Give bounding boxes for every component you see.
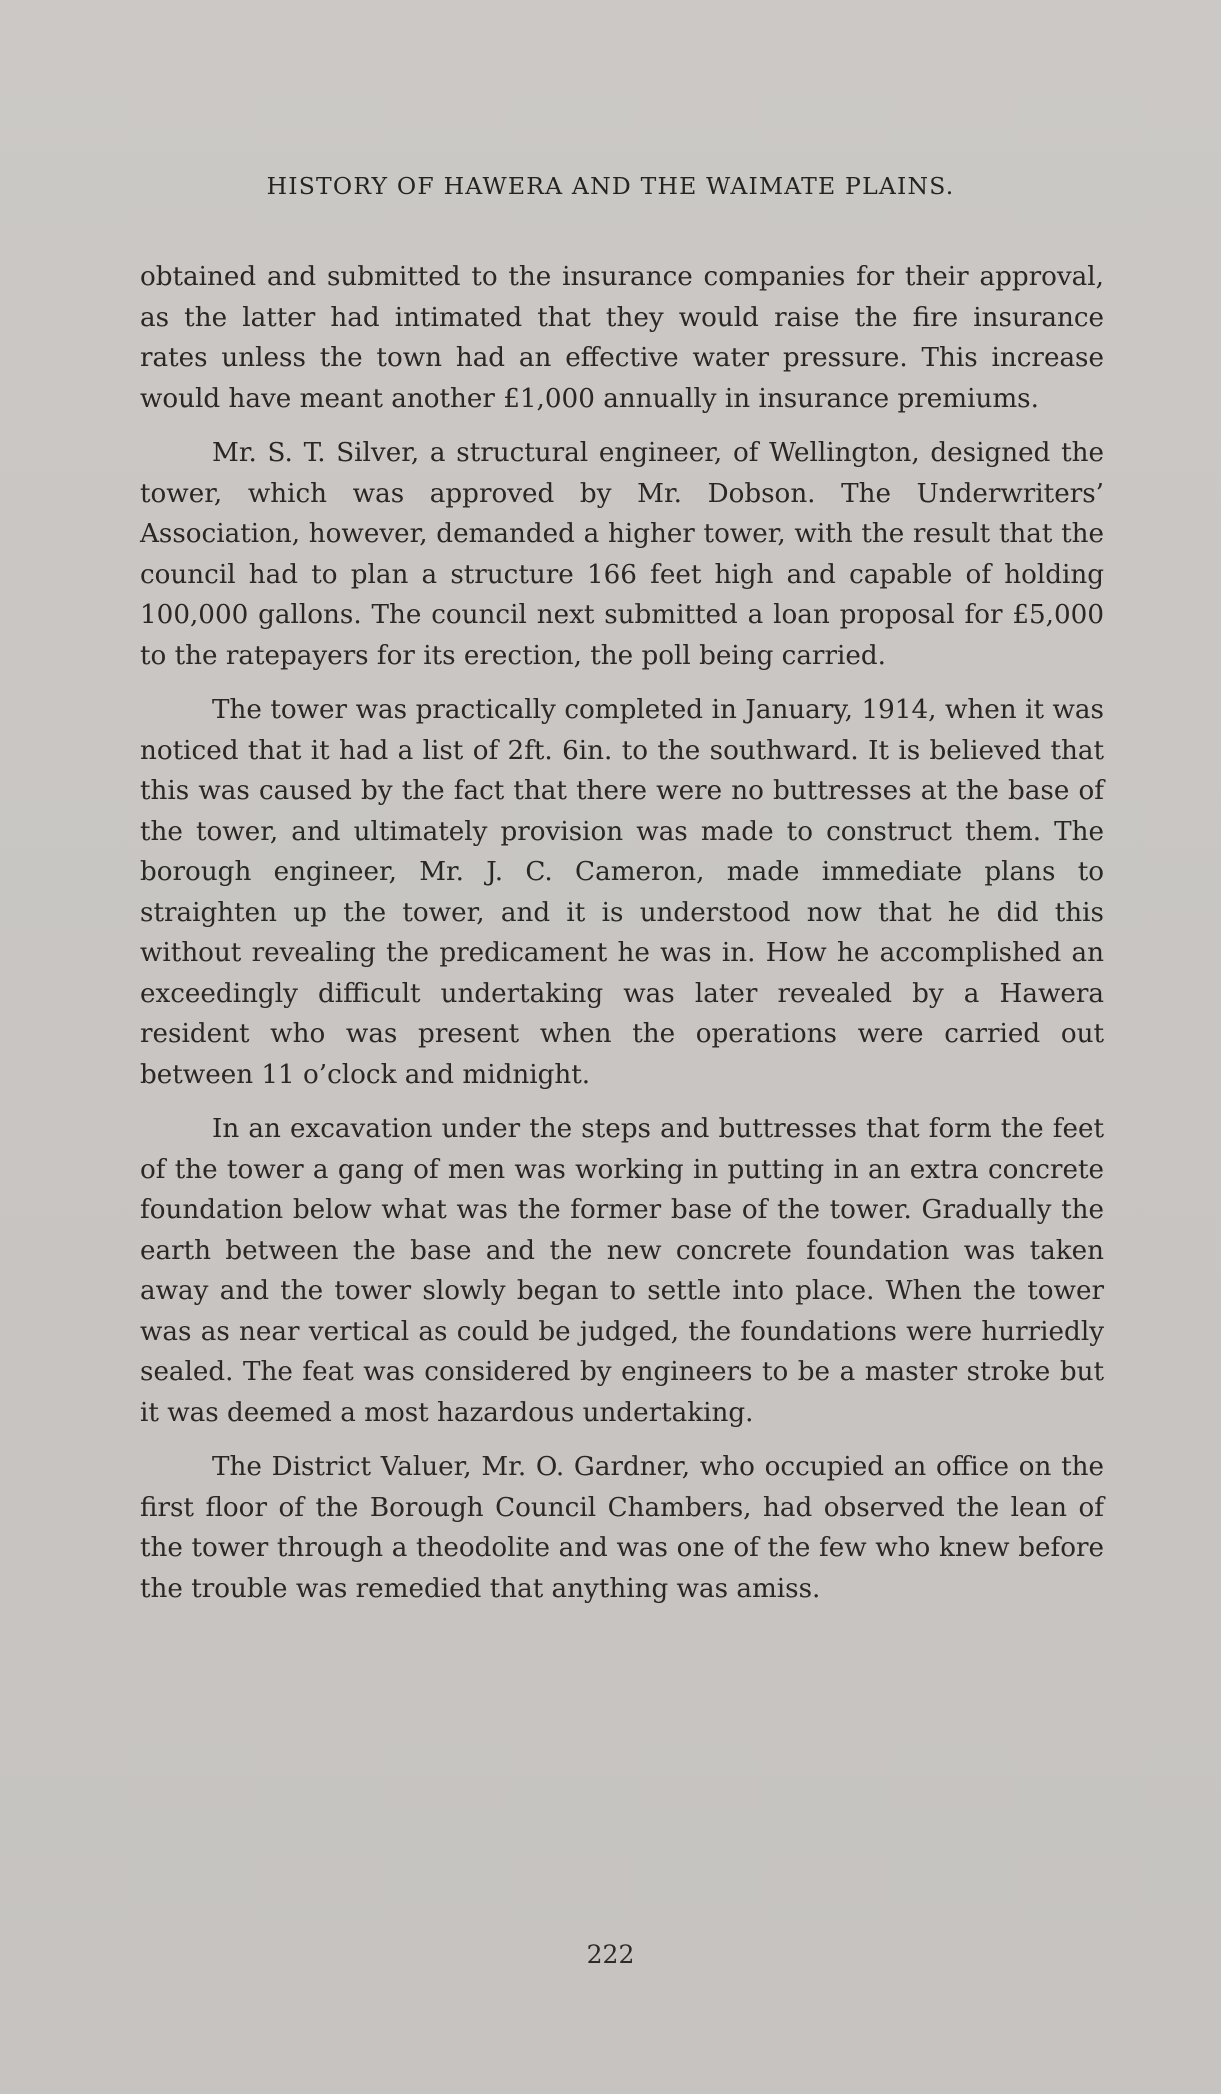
- paragraph: The District Valuer, Mr. O. Gardner, who occupied an office on the first floor of the Borough Council Chambers, had observed the lean of the tower through a theodolite and was one of the few who knew before the trouble was remedied that anything was amiss.: [140, 1452, 1104, 1604]
- paragraph: The tower was practically completed in January, 1914, when it was noticed that it had a list of 2ft. 6in. to the southward. It is believed that this was caused by the fact that there were no buttresses at the base of the tower, and ultimately provision was made to construct them. The borough engineer, Mr. J. C. Cameron, made immediate plans to straighten up the tower, and it is understood now that he did this without revealing the predicament he was in. How he accomplished an exceedingly difficult undertaking was later revealed by a Hawera resident who was present when the operations were carried out between 11 o’clock and midnight.: [140, 695, 1104, 1090]
- paragraph: In an excavation under the steps and buttresses that form the feet of the tower a gang of men was working in putting in an extra concrete foundation below what was the former base of the tower. Gradually the earth between the base and the new concrete foundation was taken away and the tower slowly began to settle into place. When the tower was as near vertical as could be judged, the foundations were hurriedly sealed. The feat was considered by engineers to be a master stroke but it was deemed a most hazardous undertaking.: [140, 1114, 1104, 1428]
- page-number: 222: [586, 1940, 635, 1969]
- paragraph: Mr. S. T. Silver, a structural engineer, of Wellington, designed the tower, which was approved by Mr. Dobson. The Underwriters’ Association, however, demanded a higher tower, with the result that the council had to plan a structure 166 feet high and capable of holding 100,000 gallons. The council next submitted a loan proposal for £5,000 to the ratepayers for its erection, the poll being carried.: [140, 438, 1104, 671]
- running-head: HISTORY OF HAWERA AND THE WAIMATE PLAINS.: [266, 172, 955, 200]
- paragraph: obtained and submitted to the insurance companies for their approval, as the latter had intimated that they would raise the fire insurance rates unless the town had an effective water pressure. This increase would have meant another £1,000 annually in insurance premiums.: [140, 262, 1104, 414]
- body-text: [140, 257, 1104, 1623]
